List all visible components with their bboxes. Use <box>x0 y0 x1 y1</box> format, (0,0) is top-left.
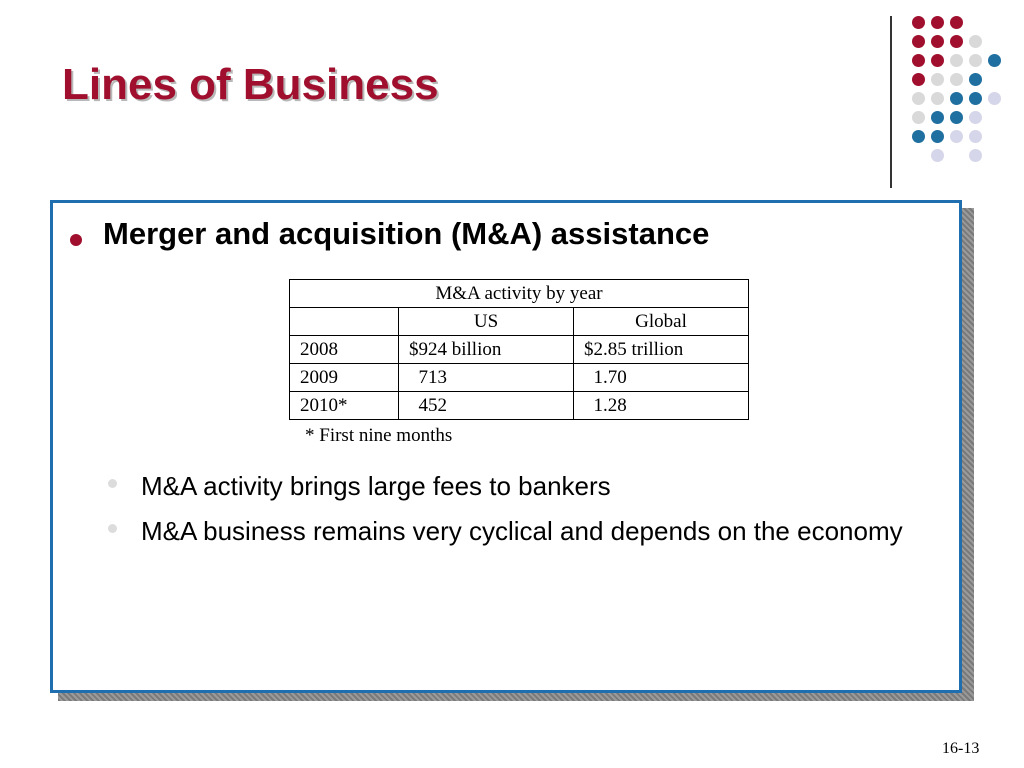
main-bullet-heading: Merger and acquisition (M&A) assistance <box>103 216 710 251</box>
decor-dot <box>969 92 982 105</box>
table-row <box>290 392 749 420</box>
decor-dot <box>969 111 982 124</box>
decor-dot <box>950 54 963 67</box>
decor-dot <box>969 73 982 86</box>
table-caption-row <box>290 280 749 308</box>
slide-title: Lines of Business <box>62 60 439 109</box>
decor-dot <box>969 130 982 143</box>
decor-dot <box>988 54 1001 67</box>
decor-dot <box>912 92 925 105</box>
table-cell: 1.70 <box>574 364 749 392</box>
decor-dot <box>969 35 982 48</box>
table-cell: 2010* <box>290 392 399 420</box>
table-cell: 1.28 <box>574 392 749 420</box>
decor-dot <box>950 92 963 105</box>
table-cell: 713 <box>399 364 574 392</box>
decor-dot <box>912 35 925 48</box>
decor-dot <box>950 130 963 143</box>
table-cell: 2008 <box>290 336 399 364</box>
sub-bullet <box>141 512 941 550</box>
table-header-cell <box>290 308 399 336</box>
bullet-icon <box>70 234 82 246</box>
sub-bullet-text: M&A activity brings large fees to bankers <box>141 471 611 501</box>
table-row <box>290 364 749 392</box>
decor-dot <box>931 73 944 86</box>
decor-dot <box>931 54 944 67</box>
decor-dot <box>950 16 963 29</box>
sub-bullet <box>141 467 901 505</box>
sub-bullet-icon <box>108 479 117 488</box>
decor-dot <box>931 111 944 124</box>
table-footnote: * First nine months <box>305 425 453 446</box>
sub-bullet-text: M&A business remains very cyclical and depends on the economy <box>141 516 903 546</box>
decor-dot <box>969 54 982 67</box>
table-caption: M&A activity by year <box>290 280 749 308</box>
table-row <box>290 336 749 364</box>
decor-dot <box>950 73 963 86</box>
decor-dot <box>969 149 982 162</box>
table-header-cell: US <box>399 308 574 336</box>
decor-dot <box>931 130 944 143</box>
content-box <box>50 200 962 693</box>
decor-dot <box>912 130 925 143</box>
ma-activity-table <box>289 279 749 420</box>
decor-dot <box>931 35 944 48</box>
decor-dot <box>988 92 1001 105</box>
decor-dot <box>950 111 963 124</box>
decorative-divider <box>890 16 892 188</box>
table-cell: $2.85 trillion <box>574 336 749 364</box>
table-cell: 2009 <box>290 364 399 392</box>
decor-dot <box>931 92 944 105</box>
page-number: 16-13 <box>942 740 980 757</box>
table-header-cell: Global <box>574 308 749 336</box>
table-header-row <box>290 308 749 336</box>
decor-dot <box>912 16 925 29</box>
sub-bullet-icon <box>108 524 117 533</box>
decor-dot <box>912 73 925 86</box>
decor-dot <box>950 35 963 48</box>
table-cell: 452 <box>399 392 574 420</box>
decor-dot <box>931 16 944 29</box>
decor-dot <box>912 54 925 67</box>
decor-dot <box>912 111 925 124</box>
table-cell: $924 billion <box>399 336 574 364</box>
decor-dot <box>931 149 944 162</box>
